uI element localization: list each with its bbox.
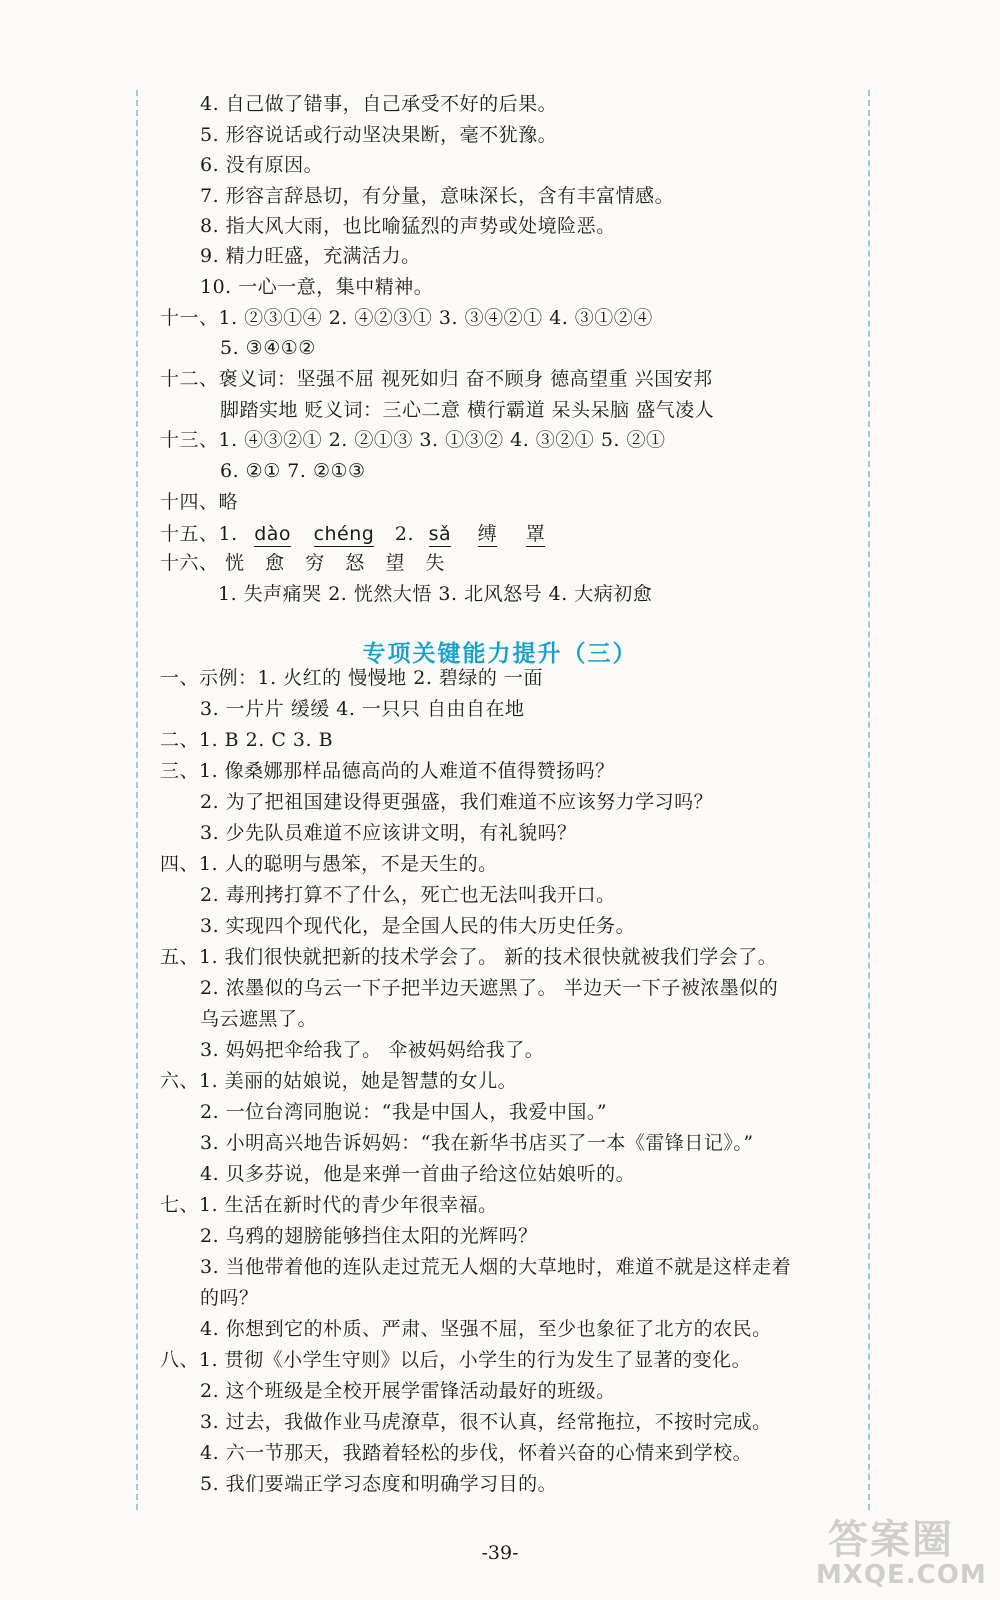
answer-line: 一、示例：1. 火红的 慢慢地 2. 碧绿的 一面 <box>160 667 543 689</box>
watermark-logo <box>808 1504 998 1596</box>
answer-line: 六、1. 美丽的姑娘说，她是智慧的女儿。 <box>160 1070 518 1092</box>
left-dashed-border <box>136 90 138 1510</box>
answer-line: 6. ②① 7. ②①③ <box>220 460 366 482</box>
char-fu: 缚 <box>477 523 498 545</box>
page-number: -39- <box>481 1542 519 1564</box>
q15-prefix: 十五、1. <box>160 523 238 545</box>
answer-line: 5. ③④①② <box>220 337 316 359</box>
answer-line: 三、1. 像桑娜那样品德高尚的人难道不值得赞扬吗？ <box>160 760 615 782</box>
pinyin-dao: dào <box>254 523 292 545</box>
q16-char: 愈 <box>265 552 285 574</box>
q16-char: 恍 <box>225 552 245 574</box>
answer-line: 乌云遮黑了。 <box>200 1008 318 1030</box>
answer-line: 3. 一片片 缓缓 4. 一只只 自由自在地 <box>200 698 525 720</box>
answer-line: 十二、褒义词：坚强不屈 视死如归 奋不顾身 德高望重 兴国安邦 <box>160 368 713 390</box>
answer-line: 1. 失声痛哭 2. 恍然大悟 3. 北风怒号 4. 大病初愈 <box>218 583 653 605</box>
q16-prefix: 十六、 <box>160 552 219 574</box>
pinyin-cheng: chéng <box>313 523 375 545</box>
answer-line: 3. 少先队员难道不应该讲文明，有礼貌吗？ <box>200 822 577 844</box>
q16-char: 失 <box>425 552 445 574</box>
pinyin-sa: sǎ <box>428 523 452 545</box>
answer-line: 2. 毒刑拷打算不了什么，死亡也无法叫我开口。 <box>200 884 616 906</box>
answer-line: 3. 过去，我做作业马虎潦草，很不认真，经常拖拉，不按时完成。 <box>200 1411 772 1433</box>
answer-line: 6. 没有原因。 <box>200 154 324 176</box>
answer-line: 5. 我们要端正学习态度和明确学习目的。 <box>200 1473 558 1495</box>
answer-line: 2. 一位台湾同胞说：“我是中国人，我爱中国。” <box>200 1101 608 1123</box>
answer-line: 2. 为了把祖国建设得更强盛，我们难道不应该努力学习吗？ <box>200 791 714 813</box>
watermark-text-bottom: MXQE.COM <box>816 1560 987 1590</box>
answer-line: 七、1. 生活在新时代的青少年很幸福。 <box>160 1194 498 1216</box>
answer-line: 10. 一心一意，集中精神。 <box>200 276 434 298</box>
answer-line: 十三、1. ④③②① 2. ②①③ 3. ①③② 4. ③②① 5. ②① <box>160 429 666 451</box>
q15-line <box>160 518 545 550</box>
right-dashed-border <box>868 90 870 1510</box>
q16-char: 望 <box>385 552 405 574</box>
answer-line: 4. 六一节那天，我踏着轻松的步伐，怀着兴奋的心情来到学校。 <box>200 1442 753 1464</box>
answer-line: 4. 你想到它的朴质、严肃、坚强不屈，至少也象征了北方的农民。 <box>200 1318 772 1340</box>
answer-line: 3. 小明高兴地告诉妈妈：“我在新华书店买了一本《雷锋日记》。” <box>200 1132 754 1154</box>
answer-line: 2. 乌鸦的翅膀能够挡住太阳的光辉吗？ <box>200 1225 538 1247</box>
answer-line: 9. 精力旺盛，充满活力。 <box>200 245 421 267</box>
answer-line: 十一、1. ②③①④ 2. ④②③① 3. ③④②① 4. ③①②④ <box>160 307 653 329</box>
q16-char: 怒 <box>345 552 365 574</box>
answer-line: 8. 指大风大雨，也比喻猛烈的声势或处境险恶。 <box>200 215 616 237</box>
q16-char: 穷 <box>305 552 325 574</box>
answer-line: 3. 当他带着他的连队走过荒无人烟的大草地时，难道不就是这样走着 <box>200 1256 792 1278</box>
answer-line: 2. 浓墨似的乌云一下子把半边天遮黑了。 半边天一下子被浓墨似的 <box>200 977 779 999</box>
answer-line: 3. 实现四个现代化，是全国人民的伟大历史任务。 <box>200 915 636 937</box>
answer-line: 2. 这个班级是全校开展学雷锋活动最好的班级。 <box>200 1380 616 1402</box>
answer-line: 脚踏实地 贬义词：三心二意 横行霸道 呆头呆脑 盛气凌人 <box>220 399 715 421</box>
q15-mid: 2. <box>394 523 415 545</box>
answer-line: 7. 形容言辞恳切，有分量，意味深长，含有丰富情感。 <box>200 185 675 207</box>
section-title: 专项关键能力提升（三） <box>362 641 638 667</box>
answer-line: 4. 自己做了错事，自己承受不好的后果。 <box>200 93 558 115</box>
watermark-text-top: 答案圈 <box>828 1517 954 1563</box>
answer-line: 五、1. 我们很快就把新的技术学会了。 新的技术很快就被我们学会了。 <box>160 946 778 968</box>
answer-line: 3. 妈妈把伞给我了。 伞被妈妈给我了。 <box>200 1039 545 1061</box>
answer-line: 二、1. B 2. C 3. B <box>160 729 334 751</box>
char-zhao: 罩 <box>525 523 546 545</box>
q16-line <box>160 547 445 579</box>
answer-line: 5. 形容说话或行动坚决果断，毫不犹豫。 <box>200 124 558 146</box>
answer-line: 四、1. 人的聪明与愚笨，不是天生的。 <box>160 853 498 875</box>
answer-line: 十四、略 <box>160 491 239 513</box>
answer-line: 的吗？ <box>200 1287 259 1309</box>
answer-line: 八、1. 贯彻《小学生守则》以后，小学生的行为发生了显著的变化。 <box>160 1349 752 1371</box>
answer-line: 4. 贝多芬说，他是来弹一首曲子给这位姑娘听的。 <box>200 1163 636 1185</box>
